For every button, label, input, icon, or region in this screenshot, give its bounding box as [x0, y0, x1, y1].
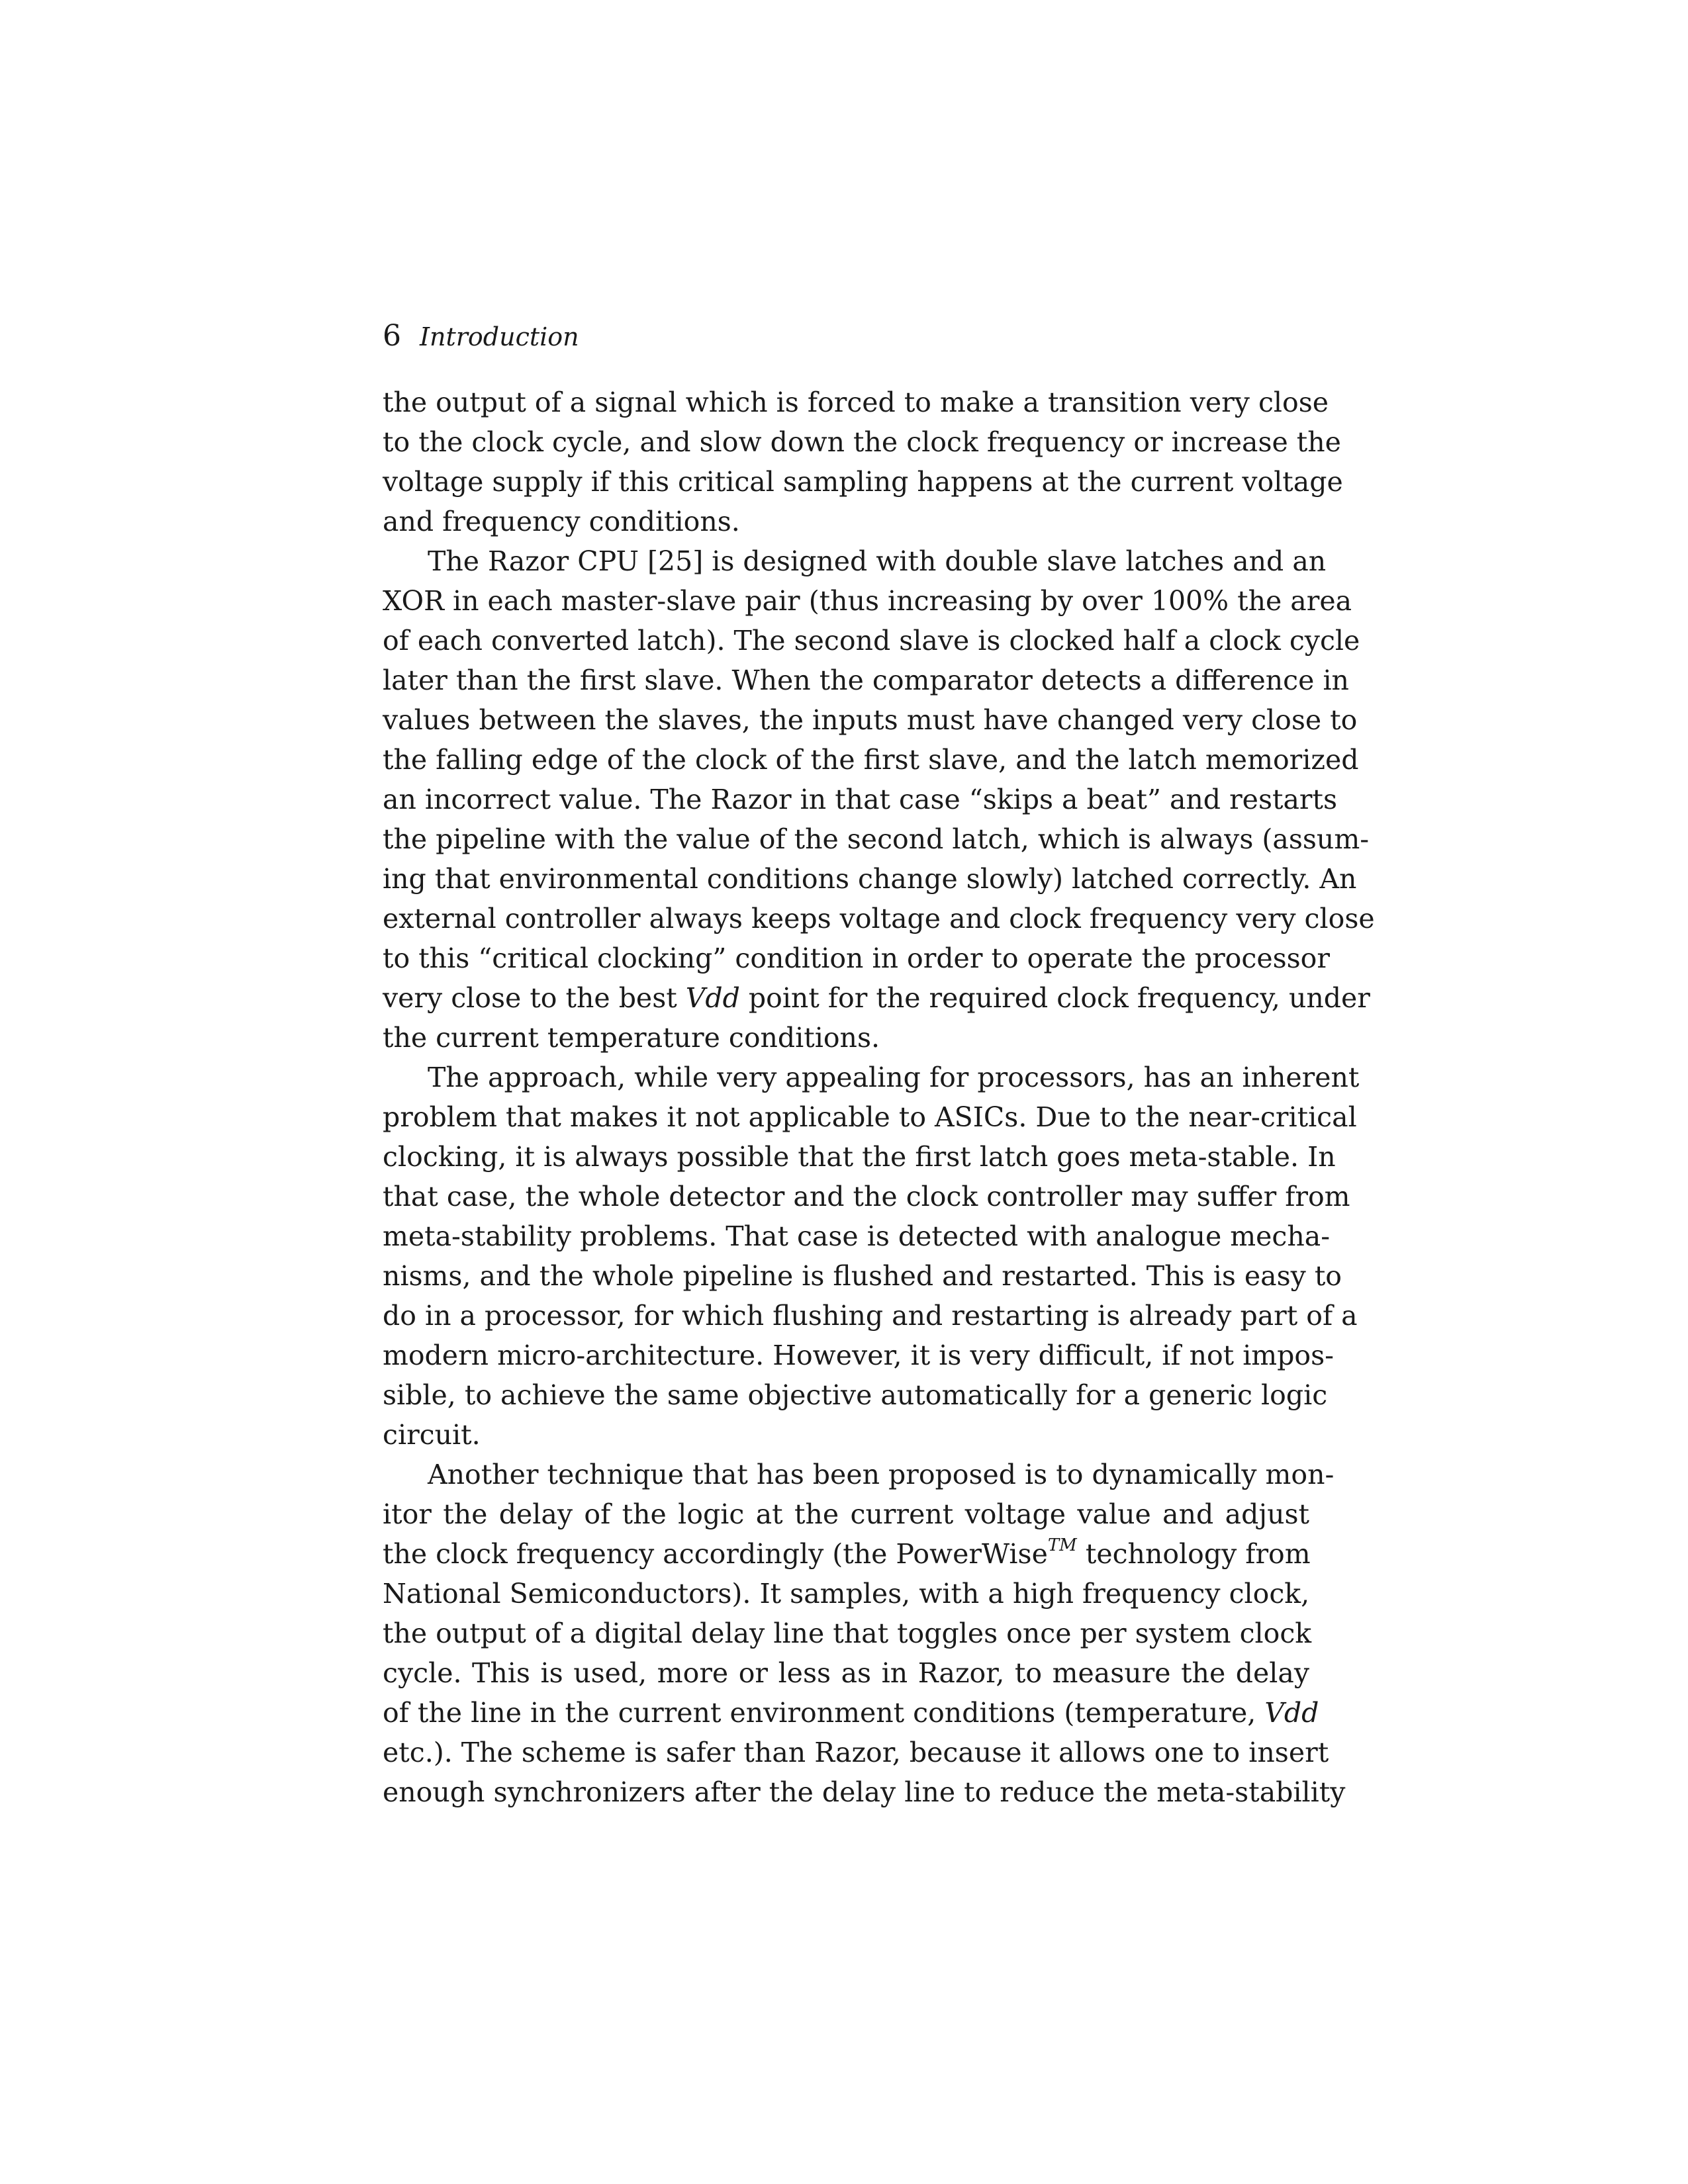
text-segment: point for the required clock frequency, under — [739, 982, 1370, 1014]
text-segment: the clock frequency accordingly (the PowerWise — [383, 1538, 1048, 1570]
text-line: enough synchronizers after the delay line to reduce the meta-stability — [383, 1776, 1346, 1808]
text-line: cycle. This is used, more or less as in Razor, to measure the delay — [383, 1657, 1309, 1689]
text-line: National Semiconductors). It samples, with a high frequency clock, — [383, 1578, 1310, 1610]
text-line: circuit. — [383, 1419, 481, 1451]
text-line: voltage supply if this critical sampling happens at the current voltage — [383, 466, 1343, 498]
text-segment: technology from — [1076, 1538, 1311, 1570]
text-line: the current temperature conditions. — [383, 1022, 880, 1054]
text-line: The Razor CPU [25] is designed with double slave latches and an — [428, 545, 1327, 577]
text-line: an incorrect value. The Razor in that case “skips a beat” and restarts — [383, 784, 1338, 815]
trademark-superscript: TM — [1047, 1535, 1077, 1556]
text-line: modern micro-architecture. However, it is very difficult, if not impos- — [383, 1340, 1335, 1371]
text-line: nisms, and the whole pipeline is flushed and restarted. This is easy to — [383, 1260, 1342, 1292]
text-line: XOR in each master-slave pair (thus increasing by over 100% the area — [383, 585, 1352, 617]
text-line: clocking, it is always possible that the first latch goes meta-stable. In — [383, 1141, 1336, 1173]
text-line: do in a processor, for which flushing and restarting is already part of a — [383, 1300, 1358, 1332]
text-line: sible, to achieve the same objective automatically for a generic logic — [383, 1379, 1328, 1411]
text-line: the output of a signal which is forced to make a transition very close — [383, 387, 1329, 418]
text-line: values between the slaves, the inputs must have changed very close to — [383, 704, 1358, 736]
text-segment: very close to the best — [383, 982, 686, 1014]
page-number: 6 — [383, 319, 401, 353]
text-line: to this “critical clocking” condition in order to operate the processor — [383, 942, 1330, 974]
text-line: to the clock cycle, and slow down the clock frequency or increase the — [383, 426, 1341, 458]
text-line — [383, 978, 1370, 1018]
text-line: of each converted latch). The second slave is clocked half a clock cycle — [383, 625, 1360, 657]
text-line: the output of a digital delay line that toggles once per system clock — [383, 1617, 1312, 1649]
math-symbol: Vdd — [685, 982, 740, 1014]
text-line: etc.). The scheme is safer than Razor, because it allows one to insert — [383, 1737, 1329, 1768]
text-line — [383, 1693, 1319, 1733]
text-line: meta-stability problems. That case is detected with analogue mecha- — [383, 1220, 1331, 1252]
section-title: Introduction — [420, 322, 579, 351]
text-segment: of the line in the current environment conditions (temperature, — [383, 1697, 1265, 1729]
text-line: problem that makes it not applicable to ASICs. Due to the near-critical — [383, 1101, 1357, 1133]
text-line: that case, the whole detector and the clock controller may suffer from — [383, 1181, 1350, 1212]
text-line: the pipeline with the value of the second latch, which is always (assum- — [383, 823, 1370, 855]
text-line — [383, 1534, 1309, 1574]
text-line: later than the first slave. When the comparator detects a difference in — [383, 664, 1349, 696]
text-line: The approach, while very appealing for processors, has an inherent — [428, 1062, 1360, 1093]
text-line: external controller always keeps voltage and clock frequency very close — [383, 903, 1375, 934]
text-line: ing that environmental conditions change slowly) latched correctly. An — [383, 863, 1357, 895]
text-line: Another technique that has been proposed is to dynamically mon- — [428, 1459, 1335, 1490]
body-text — [383, 383, 1375, 1812]
text-line: the falling edge of the clock of the first slave, and the latch memorized — [383, 744, 1359, 776]
math-symbol: Vdd — [1264, 1697, 1319, 1729]
text-line: itor the delay of the logic at the current voltage value and adjust — [383, 1498, 1309, 1530]
text-line: and frequency conditions. — [383, 506, 740, 537]
running-header — [383, 316, 1309, 356]
